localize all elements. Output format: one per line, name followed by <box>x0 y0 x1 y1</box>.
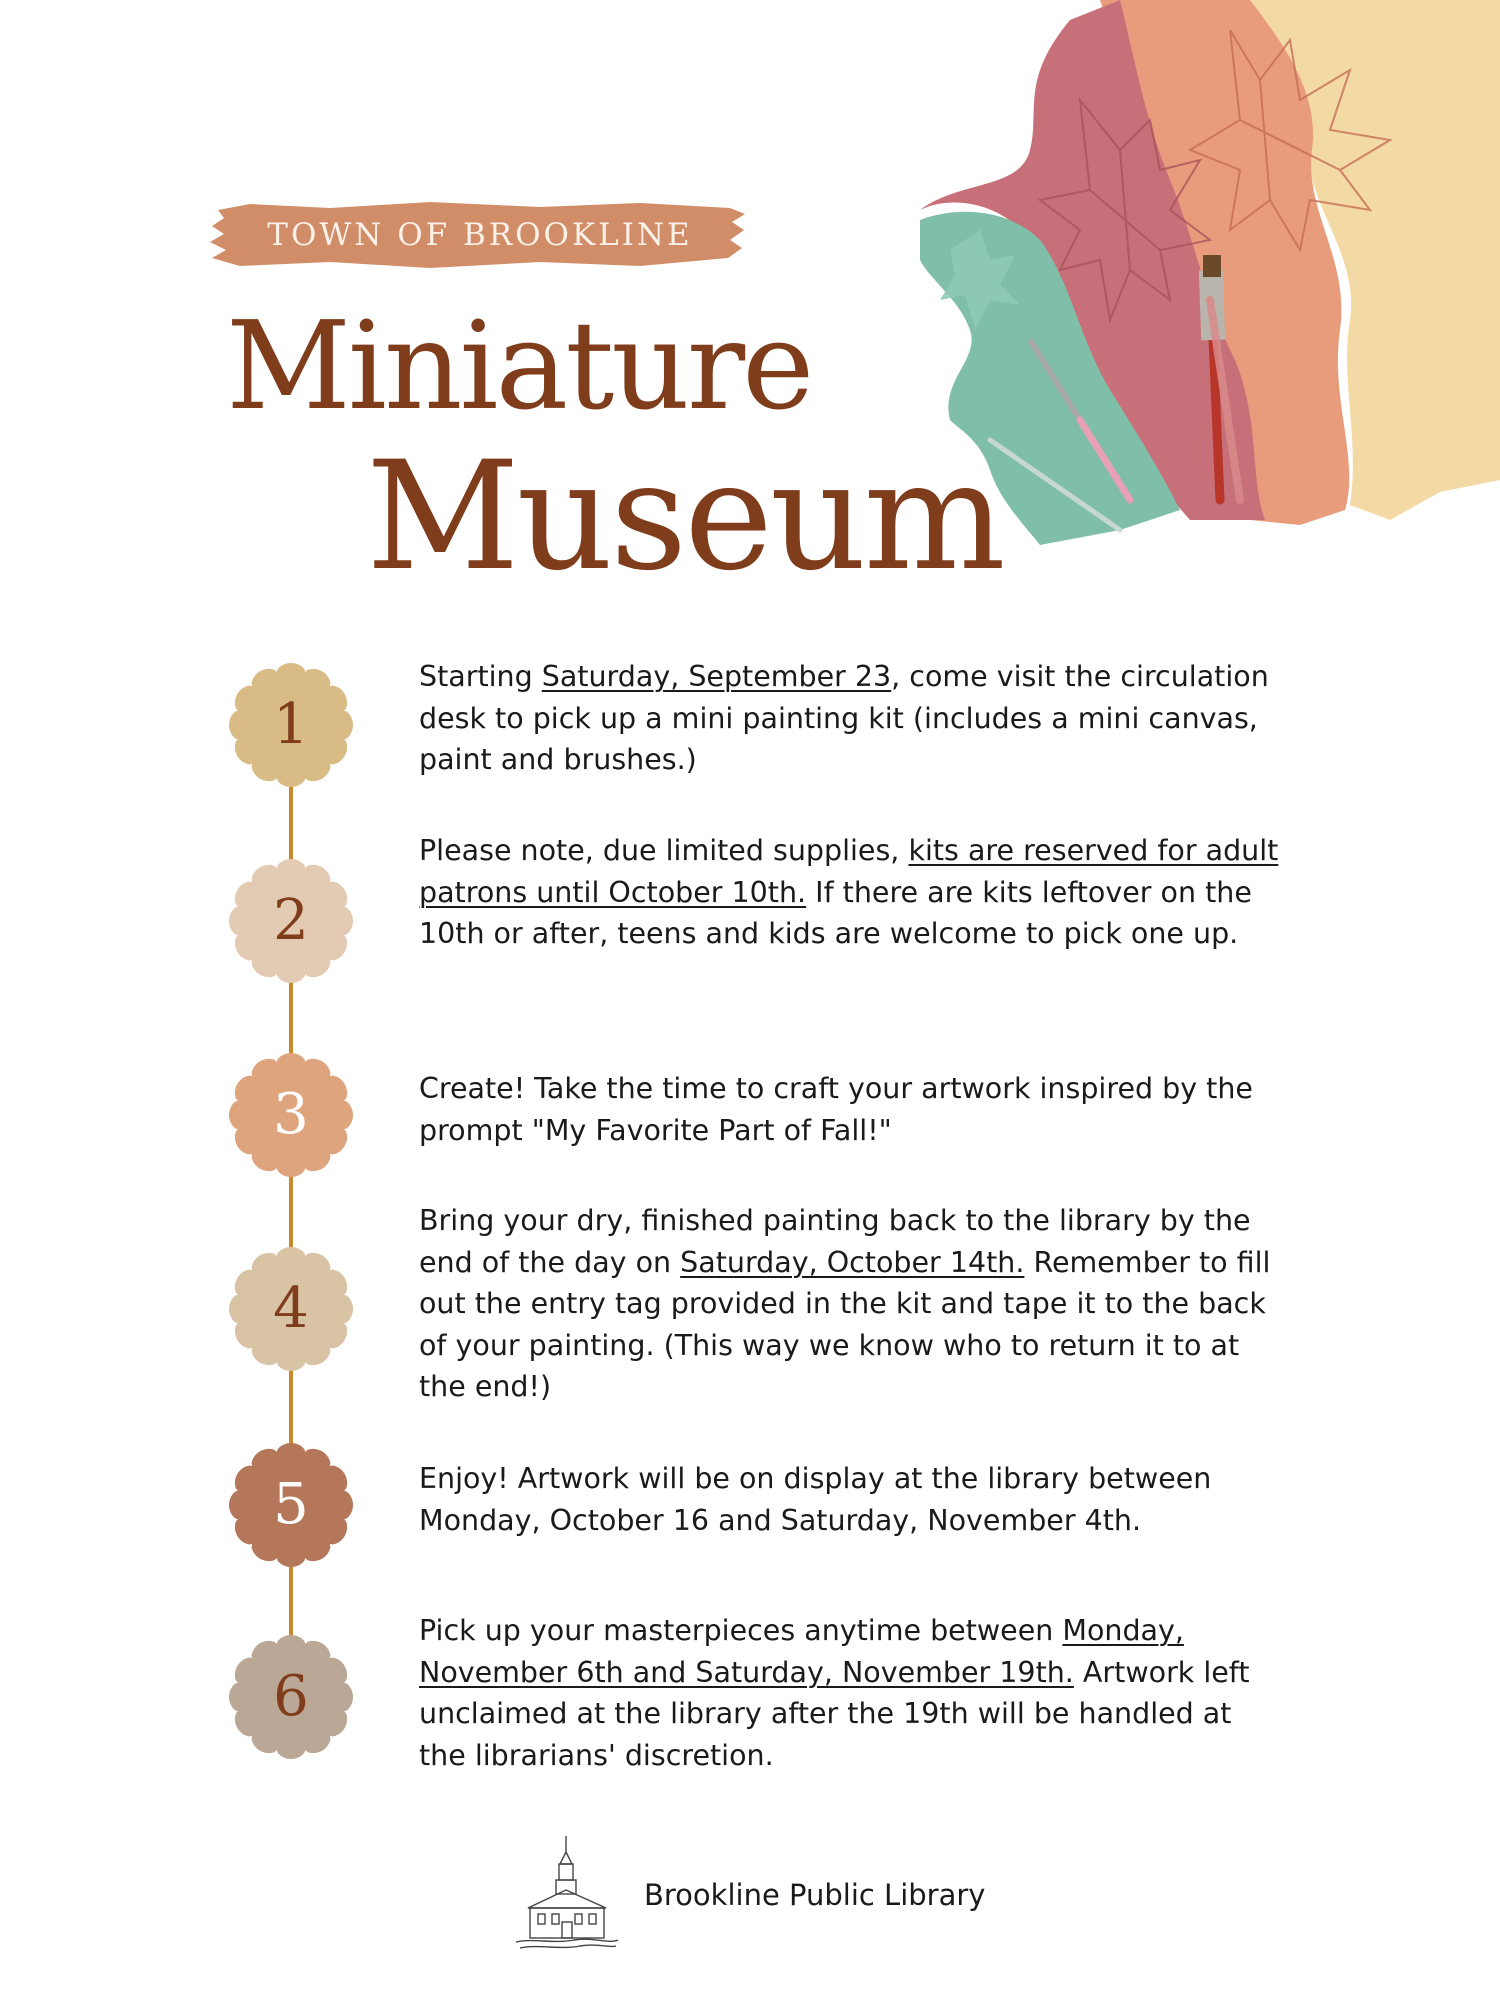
step-number-1: 1 <box>273 692 309 757</box>
step-number-5: 5 <box>273 1472 309 1537</box>
step-3-text <box>419 1068 1279 1151</box>
step-5-text-a: Enjoy! Artwork will be on display at the library between Monday, October 16 and Saturday, November 4th. <box>419 1462 1212 1537</box>
step-number-6: 6 <box>273 1664 309 1729</box>
step-badge-2 <box>226 856 356 986</box>
town-banner-label: TOWN OF BROOKLINE <box>267 217 693 253</box>
step-badge-6 <box>226 1632 356 1762</box>
step-badge-3 <box>226 1050 356 1180</box>
step-badge-1 <box>226 660 356 790</box>
step-number-2: 2 <box>273 888 309 953</box>
step-2-reserved-underlined: kits are reserved for adult patrons until October 10th. <box>419 834 1279 909</box>
step-number-4: 4 <box>273 1276 309 1341</box>
meetinghouse-sketch-icon <box>514 1834 620 1954</box>
title-line-2: Museum <box>366 430 1003 604</box>
step-number-3: 3 <box>273 1082 309 1147</box>
step-4-text-b: Remember to fill out the entry tag provided in the kit and tape it to the back of your painting. (This way we know who to return it to at the end!) <box>419 1245 1271 1403</box>
step-2-text-a: Please note, due limited supplies, <box>419 834 909 867</box>
step-1-text <box>419 656 1279 781</box>
step-1-date-underlined: Saturday, September 23 <box>541 660 892 693</box>
step-1-text-b: , come visit the circulation desk to pick up a mini painting kit (includes a mini canvas, paint and brushes.) <box>419 660 1269 776</box>
step-6-text-b: Artwork left unclaimed at the library after the 19th will be handled at the librarians' discretion. <box>419 1655 1250 1772</box>
step-2-text <box>419 830 1279 955</box>
step-6-dates-underlined: Monday, November 6th and Saturday, November 19th. <box>419 1614 1184 1689</box>
title-line-1: Miniature <box>226 295 812 437</box>
step-4-date-underlined: Saturday, October 14th. <box>680 1245 1025 1279</box>
step-badge-4 <box>226 1244 356 1374</box>
step-badge-5 <box>226 1440 356 1570</box>
step-4-text-a: Bring your dry, finished painting back to the library by the end of the day on <box>419 1204 1251 1279</box>
step-1-text-a: Starting <box>419 660 542 693</box>
step-2-text-b: If there are kits leftover on the 10th or after, teens and kids are welcome to pick one up. <box>419 875 1252 950</box>
step-4-text <box>419 1200 1279 1408</box>
autumn-leaves-paint-illustration <box>920 0 1500 560</box>
step-6-text-a: Pick up your masterpieces anytime between <box>419 1614 1063 1647</box>
step-6-text <box>419 1610 1279 1776</box>
library-name: Brookline Public Library <box>644 1878 986 1912</box>
step-5-text <box>419 1458 1279 1541</box>
step-3-text-a: Create! Take the time to craft your artwork inspired by the prompt "My Favorite Part of Fall!" <box>419 1072 1253 1147</box>
